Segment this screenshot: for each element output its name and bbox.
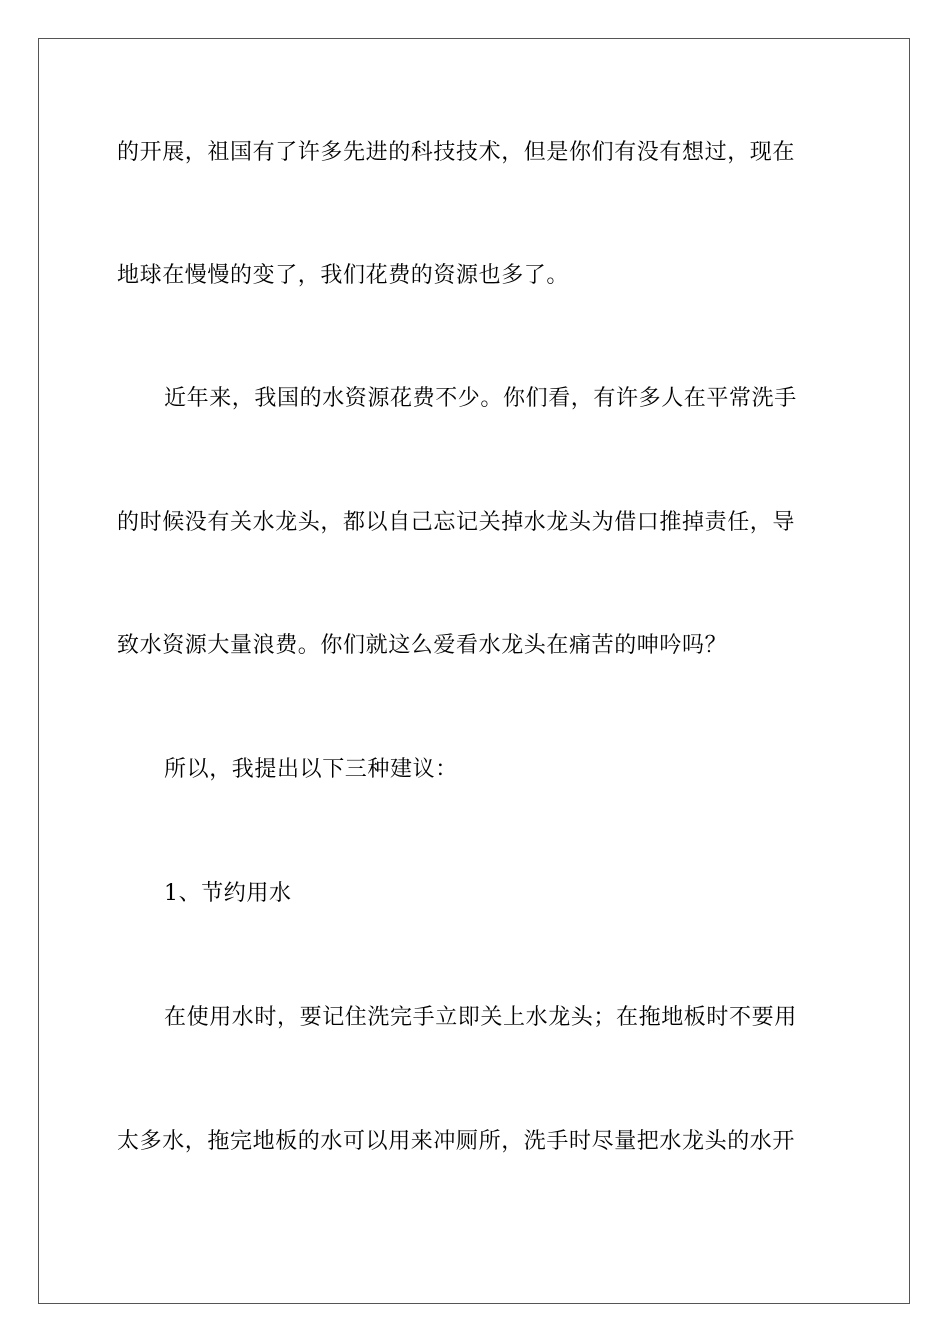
body-text-line-2: 地球在慢慢的变了，我们花费的资源也多了。 bbox=[117, 263, 570, 288]
paragraph-start-line-3: 近年来，我国的水资源花费不少。你们看，有许多人在平常洗手 bbox=[164, 386, 797, 411]
body-text-line-5: 致水资源大量浪费。你们就这么爱看水龙头在痛苦的呻吟吗？ bbox=[117, 633, 728, 658]
body-text-line-4: 的时候没有关水龙头，都以自己忘记关掉水龙头为借口推掉责任，导 bbox=[117, 510, 796, 535]
paragraph-start-line-6: 所以，我提出以下三种建议： bbox=[164, 757, 458, 782]
body-text-line-1: 的开展，祖国有了许多先进的科技技术，但是你们有没有想过，现在 bbox=[117, 140, 796, 165]
section-heading-line-7: 1、节约用水 bbox=[164, 881, 292, 906]
paragraph-start-line-8: 在使用水时，要记住洗完手立即关上水龙头；在拖地板时不要用 bbox=[164, 1005, 797, 1030]
page-border bbox=[38, 38, 910, 1304]
body-text-line-9: 太多水，拖完地板的水可以用来冲厕所，洗手时尽量把水龙头的水开 bbox=[117, 1129, 796, 1154]
